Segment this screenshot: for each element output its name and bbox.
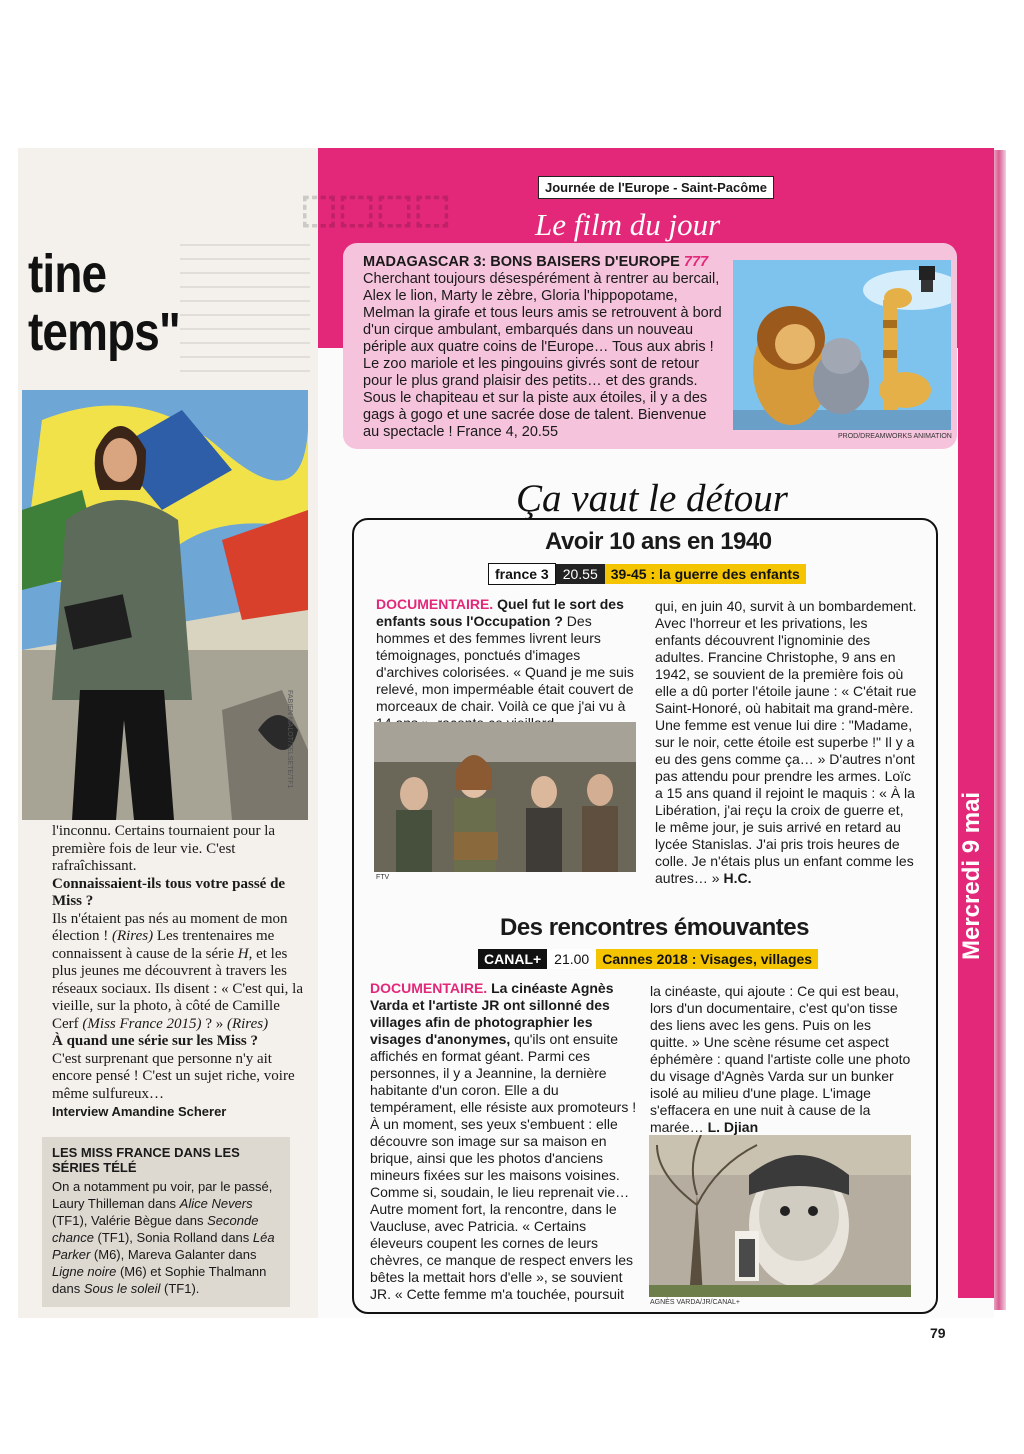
side-date: Mercredi 9 mai bbox=[958, 791, 985, 960]
inset-text: (TF1). bbox=[160, 1281, 200, 1296]
children-photo bbox=[374, 722, 636, 872]
series-name: Alice Nevers bbox=[179, 1196, 253, 1211]
answer-italic: (Rires) bbox=[111, 928, 154, 944]
program-2-channel-line bbox=[478, 951, 818, 967]
page-number: 79 bbox=[930, 1325, 946, 1341]
program-2-body-1: qu'ils ont ensuite affichés en format géant. Parmi ces personnes, il y a Jeannine, la dernière habitante d'un coron. Elle a du tempérament, elle résiste aux promoteurs ! À un moment, ses yeux s'embuent : elle découvre son image sur sa maison en brique, ainsi que les photos d'anciens mineurs fixées sur les maisons voisines. Comme si, soudain, le lieu reprenait vie… Autre moment fort, la rencontre, dans le Vaucluse, avec Patricia. « Certains éleveurs coupent les cornes de leurs chèvres, ce manque de respect envers les bêtes la mettait hors d'elle », se souvient JR. « Cette femme m'a touchée, poursuit bbox=[370, 1031, 637, 1302]
interview-question-2: À quand une série sur les Miss ? bbox=[52, 1033, 259, 1049]
program-1-channel-line bbox=[488, 566, 806, 582]
program-1-body-2: qui, en juin 40, survit à un bombardement. Avec l'horreur et les privations, les enfants découvrent l'ignominie des adultes. Francine Christophe, 9 ans en 1942, se souvient de la première fois où elle a dû porter l'étoile jaune : « C'était rue Saint-Honoré, où habitait ma grand-mère. Une femme est venue lui dire : "Madame, sur le noir, cette étoile est superbe !" Il y a eu des gens comme ça… » D'autres n'ont pas attendu pour prendre les armes. Loïc a 15 ans quand il rejoint le maquis : « À la Libération, j'ai reçu la croix de guerre et, le même jour, je suis arrivé en retard au lycée Stanislas. J'ai pris trois heures de colle. Je n'étais plus un enfant comme les autres… » bbox=[655, 598, 917, 886]
program-2-col-1 bbox=[370, 980, 638, 1303]
inset-text: (M6), Mareva Galanter dans bbox=[90, 1247, 257, 1262]
program-2-col-2 bbox=[650, 983, 912, 1136]
canal-plus-logo: CANAL+ bbox=[478, 949, 547, 969]
pink-side-strip bbox=[958, 148, 994, 1298]
program-1-col-2 bbox=[655, 598, 917, 887]
series-name: Seconde chance bbox=[52, 1213, 259, 1245]
program-2-lead: La cinéaste Agnès Varda et l'artiste JR ont sillonné des villages afin de photographier les visages d'anonymes, bbox=[370, 980, 614, 1047]
program-2-time: 21.00 bbox=[547, 949, 596, 969]
rating-badge: 777 bbox=[683, 254, 709, 270]
headline-line-2: temps" bbox=[28, 302, 180, 362]
inset-text: (TF1), Valérie Bègue dans bbox=[52, 1213, 208, 1228]
interview-answer-2: C'est surprenant que personne n'y ait encore pensé ! C'est un sujet riche, voire même sulfureux… bbox=[52, 1050, 295, 1102]
france3-logo: france 3 bbox=[488, 563, 556, 585]
series-name: Léa Parker bbox=[52, 1230, 275, 1262]
inset-text: (TF1), Sonia Rolland dans bbox=[93, 1230, 253, 1245]
program-2-body-2: la cinéaste, qui ajoute : Ce qui est beau, lors d'un documentaire, c'est qu'on tisse des liens avec les gens. Puis on les quitte. » Une scène résume cet aspect éphémère : quand l'artiste colle une photo du visage d'Agnès Varda sur un bunker isolé au milieu d'une plage. L'image s'effacera en une nuit à cause de la marée… bbox=[650, 983, 911, 1135]
answer-italic: (Miss France 2015) bbox=[82, 1015, 202, 1032]
children-photo-credit: FTV bbox=[376, 874, 390, 881]
program-2-label: DOCUMENTAIRE. bbox=[370, 980, 488, 996]
program-2-heading: Des rencontres émouvantes bbox=[500, 914, 809, 941]
program-2-show: Cannes 2018 : Visages, villages bbox=[596, 949, 818, 969]
program-1-heading: Avoir 10 ans en 1940 bbox=[545, 528, 772, 555]
program-1-signature: H.C. bbox=[723, 870, 752, 886]
program-1-body-1: Des hommes et des femmes livrent leurs témoignages, ponctués d'images d'archives colorisées. « Quand je me suis relevé, mon imperméable était couvert de morceaux de chair. Voilà ce que j'ai vu à bbox=[376, 613, 634, 714]
film-image-credit: PROD/DREAMWORKS ANIMATION bbox=[838, 433, 952, 440]
headline-line-1: tine bbox=[28, 244, 107, 304]
film-synopsis: Cherchant toujours désespérément à rentrer au bercail, Alex le lion, Marty le zèbre, Gloria l'hippopotame, Melman la girafe et tous leurs amis se retrouvent à bord d'un cirque ambulant, embarqués dans un nouveau périple aux quatre coins de l'Europe… Tous aux abris ! Le zoo mariole et les pingouins givrés sont de retour pour le plus grand plaisir des petits… et des grands. Sous le chapiteau et sur la piste aux étoiles, il y a des gags à gogo et une sacrée dose de talent. Bienvenue au spectacle ! France 4, 20.55 bbox=[363, 271, 722, 440]
inset-body bbox=[52, 1178, 280, 1297]
program-1-time: 20.55 bbox=[556, 564, 605, 584]
page-edges bbox=[994, 150, 1006, 1310]
answer-text: ? » bbox=[201, 1015, 227, 1032]
program-1-label: DOCUMENTAIRE. bbox=[376, 596, 494, 612]
inset-text: On a notamment pu voir, par le passé, Laury Thilleman dans bbox=[52, 1179, 273, 1211]
answer-text: , et les plus jeunes me découvrent à travers les réseaux sociaux. Ils disent : « C'est qui, la vieille, sur la photo, à côté de Camille Cerf bbox=[52, 945, 303, 1032]
interview-signature: Interview Amandine Scherer bbox=[52, 1104, 227, 1119]
answer-text: Ils n'étaient pas nés au moment de mon élection ! bbox=[52, 910, 288, 944]
photo-credit-vertical: FABIEN MALOT/TELSETE/TF1 bbox=[286, 690, 293, 789]
date-tag: Journée de l'Europe - Saint-Pacôme bbox=[538, 176, 774, 199]
program-1-col-1 bbox=[376, 596, 638, 732]
madagascar-image bbox=[733, 260, 951, 430]
actress-photo bbox=[22, 390, 308, 820]
answer-text: Les trentenaires me connaissent à cause de la série bbox=[52, 928, 275, 962]
series-name: Ligne noire bbox=[52, 1264, 117, 1279]
film-title: MADAGASCAR 3: BONS BAISERS D'EUROPE bbox=[363, 254, 680, 270]
detour-section-title: Ça vaut le détour bbox=[516, 477, 788, 520]
bleed-through-lines bbox=[180, 232, 310, 382]
film-section-title: Le film du jour bbox=[535, 207, 721, 242]
answer-italic: (Rires) bbox=[226, 1015, 269, 1032]
film-text bbox=[363, 254, 723, 441]
visages-photo-credit: AGNÈS VARDA/JR/CANAL+ bbox=[650, 1299, 740, 1306]
interview-answer-1 bbox=[52, 911, 304, 1034]
answer-italic: H bbox=[237, 945, 249, 962]
series-name: Sous le soleil bbox=[83, 1281, 161, 1296]
miss-france-inset bbox=[42, 1137, 290, 1307]
interview-question-1: Connaissaient-ils tous votre passé de Miss ? bbox=[52, 875, 286, 909]
interview-text bbox=[52, 823, 304, 1121]
inset-text: (M6) et Sophie Thalmann dans bbox=[52, 1264, 267, 1296]
program-2-signature: L. Djian bbox=[707, 1119, 759, 1135]
page-headline bbox=[28, 245, 180, 361]
program-1-show: 39-45 : la guerre des enfants bbox=[605, 564, 806, 584]
visages-villages-photo bbox=[649, 1135, 911, 1297]
interview-paragraph: l'inconnu. Certains tournaient pour la première fois de leur vie. C'est rafraîchissant. bbox=[52, 823, 276, 874]
inset-title: LES MISS FRANCE DANS LES SÉRIES TÉLÉ bbox=[52, 1145, 240, 1175]
program-1-lead: Quel fut le sort des enfants sous l'Occupation ? bbox=[376, 596, 624, 629]
bleed-through-text: ⬚⬚⬚⬚ bbox=[300, 187, 452, 231]
